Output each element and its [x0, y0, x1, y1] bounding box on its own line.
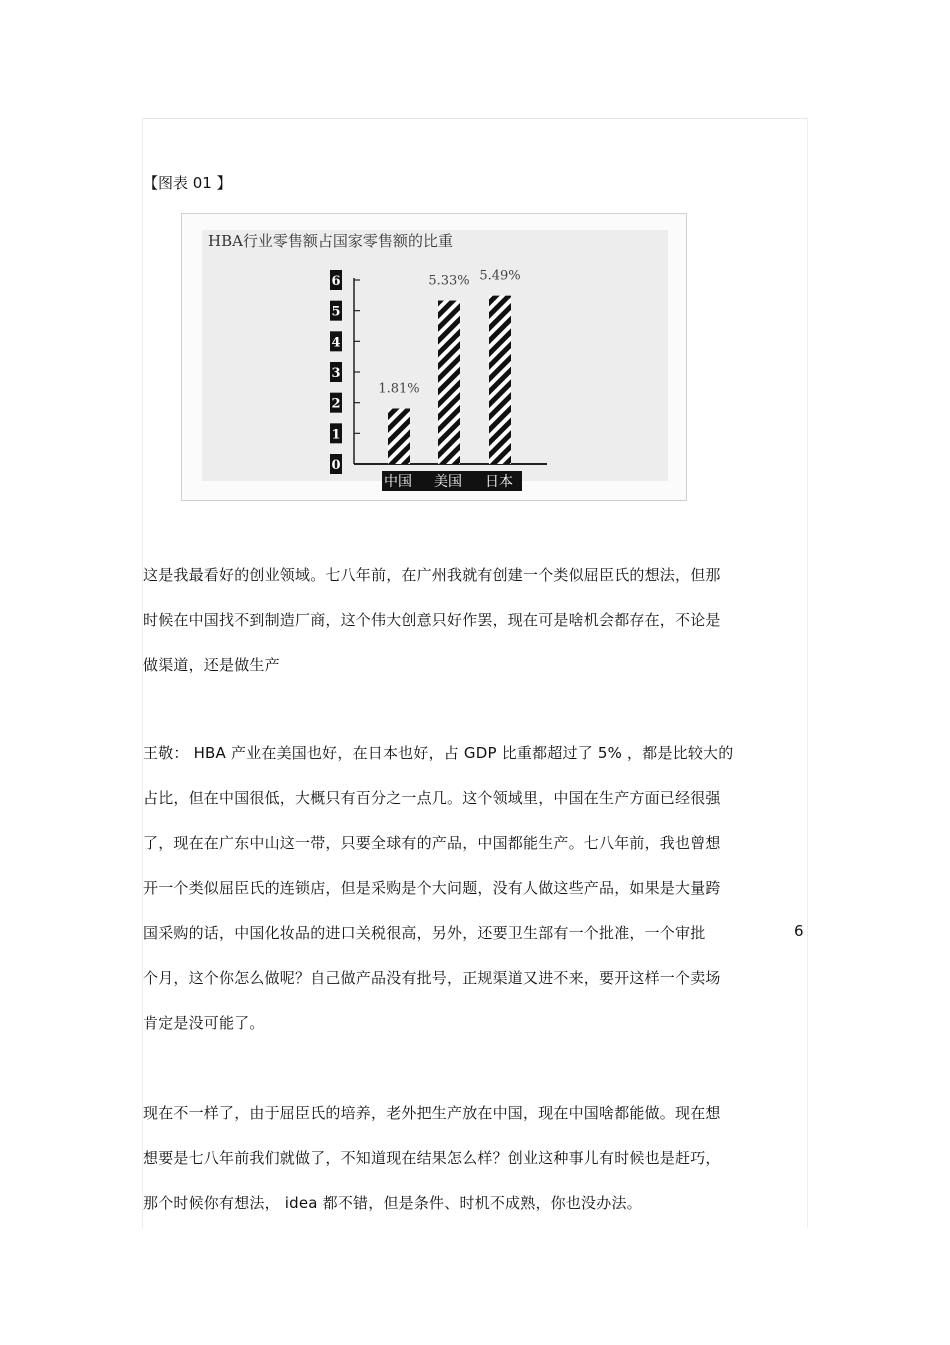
chart-title: HBA行业零售额占国家零售额的比重 [208, 232, 453, 250]
text-line: 现在不一样了，由于屈臣氏的培养，老外把生产放在中国，现在中国啥都能做。现在想 [143, 1104, 721, 1122]
y-tick-label: 2 [331, 396, 341, 412]
y-tick-label: 5 [331, 304, 341, 320]
text-line: 肯定是没可能了。 [143, 1014, 265, 1032]
x-tick-label: 美国 [434, 474, 462, 490]
bar-value-label: 1.81% [378, 381, 420, 397]
y-tick-label: 3 [331, 366, 341, 381]
y-tick-label: 4 [331, 335, 341, 351]
y-tick-label: 6 [331, 274, 341, 289]
figure-caption: 【图表 01 】 [143, 174, 232, 192]
y-tick-label: 1 [331, 427, 341, 443]
y-tick-label: 0 [331, 458, 341, 473]
x-tick-label: 日本 [485, 474, 513, 490]
text-line: 这是我最看好的创业领域。七八年前，在广州我就有创建一个类似屈臣氏的想法，但那 [143, 566, 721, 584]
text-line: 时候在中国找不到制造厂商，这个伟大创意只好作罢，现在可是啥机会都存在，不论是 [143, 611, 721, 629]
text-line: 个月，这个你怎么做呢？自己做产品没有批号，正规渠道又进不来，要开这样一个卖场 [143, 969, 721, 987]
bar [438, 301, 460, 464]
text-line: 做渠道，还是做生产 [143, 656, 280, 674]
bar [489, 296, 511, 464]
text-line: 王敬： HBA 产业在美国也好，在日本也好，占 GDP 比重都超过了 5% ，都是比较大的 [143, 744, 734, 762]
bar-value-label: 5.33% [428, 273, 470, 289]
text-line: 开一个类似屈臣氏的连锁店，但是采购是个大问题，没有人做这些产品，如果是大量跨 [143, 879, 721, 897]
figure-box [181, 213, 687, 501]
text-line: 那个时候你有想法， idea 都不错，但是条件、时机不成熟，你也没办法。 [143, 1194, 642, 1212]
text-line: 想要是七八年前我们就做了，不知道现在结果怎么样？创业这种事儿有时候也是赶巧， [143, 1149, 721, 1167]
side-number: 6 [794, 922, 804, 940]
text-line: 占比，但在中国很低，大概只有百分之一点几。这个领域里，中国在生产方面已经很强 [143, 789, 721, 807]
x-tick-label: 中国 [384, 474, 412, 490]
bar [388, 408, 410, 464]
bar-value-label: 5.49% [479, 268, 521, 284]
text-line: 了，现在在广东中山这一带，只要全球有的产品，中国都能生产。七八年前，我也曾想 [143, 834, 721, 852]
bar-chart [202, 230, 668, 490]
text-line: 国采购的话，中国化妆品的进口关税很高，另外，还要卫生部有一个批准，一个审批 [143, 924, 706, 942]
chart-area [202, 230, 668, 490]
